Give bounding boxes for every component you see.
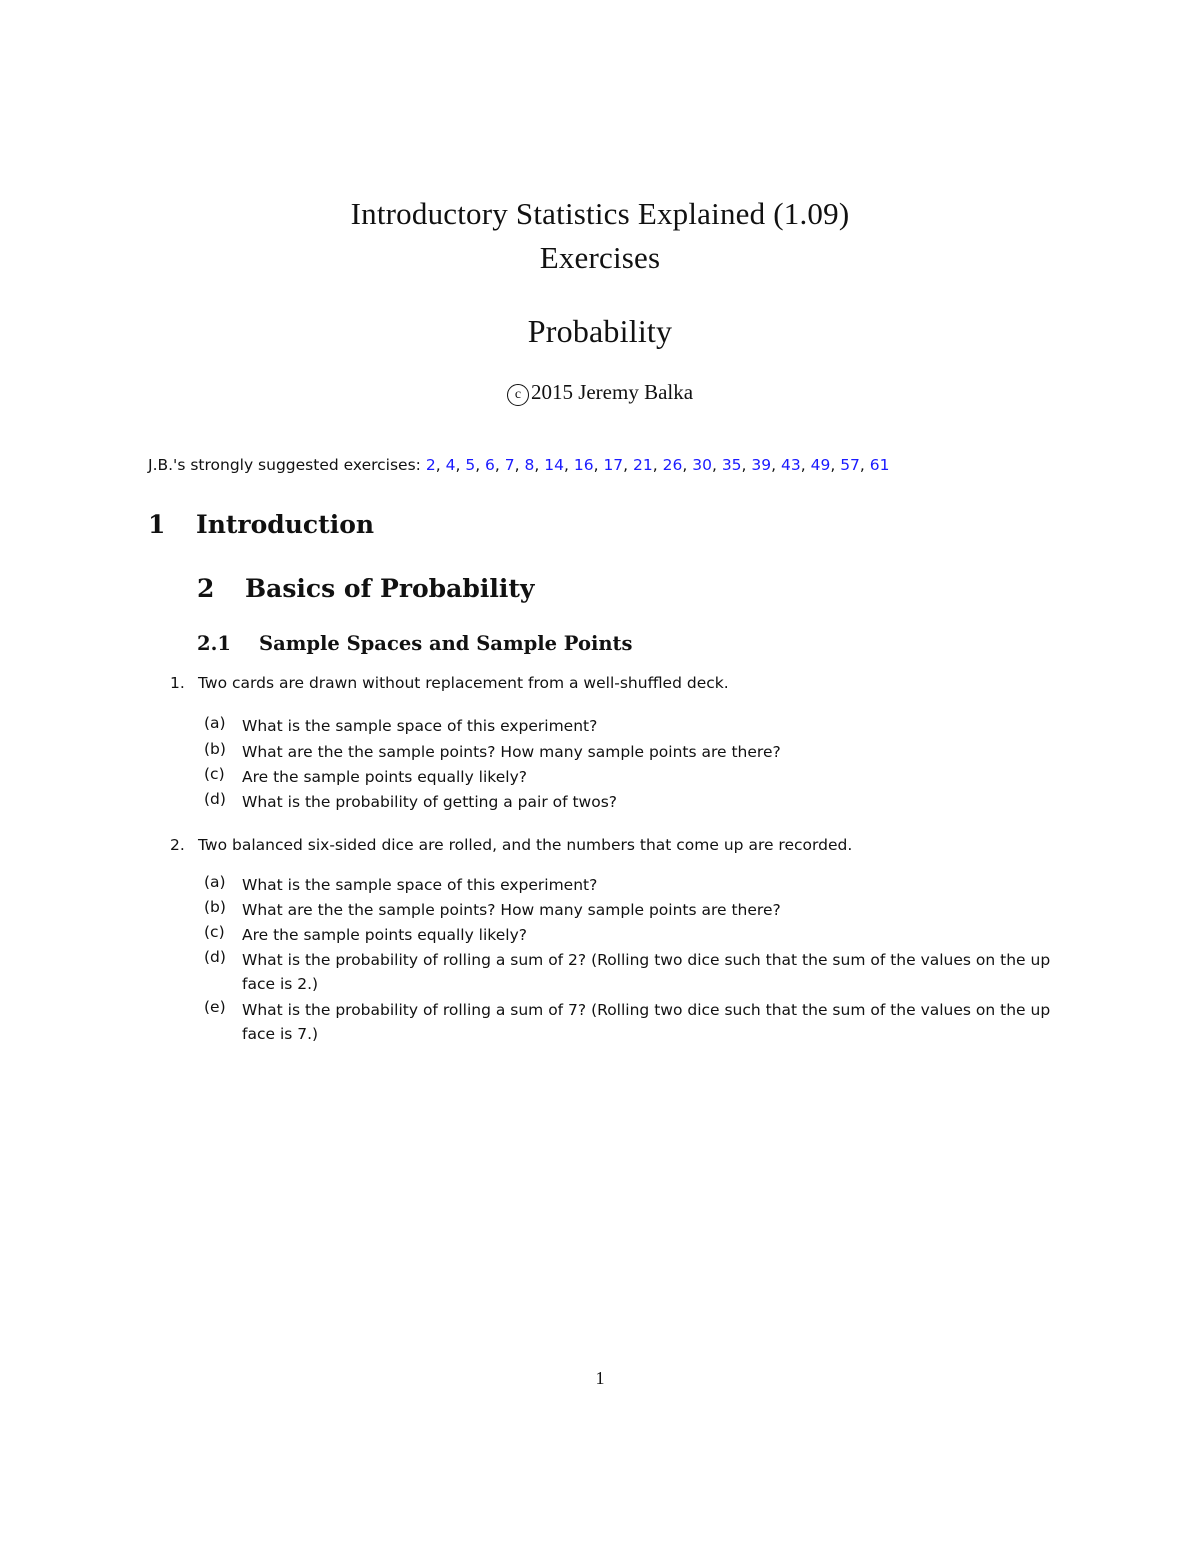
list-separator: , — [563, 456, 574, 474]
exercise-item — [170, 674, 1070, 692]
list-separator: , — [682, 456, 693, 474]
part-label: (d) — [204, 790, 226, 808]
exercise-link[interactable]: 61 — [869, 456, 890, 474]
exercise-link[interactable]: 5 — [465, 456, 476, 474]
exercise-link[interactable]: 30 — [692, 456, 712, 474]
copyright-text: 2015 Jeremy Balka — [530, 380, 694, 404]
document-title: Introductory Statistics Explained (1.09) — [350, 196, 850, 231]
exercise-text: Two balanced six-sided dice are rolled, and the numbers that come up are recorded. — [198, 836, 853, 854]
list-separator: , — [711, 456, 722, 474]
list-separator: , — [741, 456, 752, 474]
exercise-link[interactable]: 57 — [840, 456, 860, 474]
part-text: What is the sample space of this experiment? — [242, 876, 598, 894]
part-text: What are the the sample points? How many sample points are there? — [242, 743, 781, 761]
section-title: Introduction — [196, 510, 375, 539]
exercise-link[interactable]: 16 — [573, 456, 594, 474]
exercise-link[interactable]: 43 — [781, 456, 801, 474]
exercise-link[interactable]: 35 — [721, 456, 742, 474]
page-number: 1 — [595, 1368, 605, 1388]
subsection-number: 2.1 — [197, 632, 231, 655]
part-text: Are the sample points equally likely? — [242, 926, 527, 944]
exercise-link[interactable]: 7 — [504, 456, 515, 474]
list-separator: , — [514, 456, 525, 474]
list-separator: , — [494, 456, 505, 474]
part-text: What is the probability of rolling a sum of 2? (Rolling two dice such that the sum of the values on the up face is 2.) — [242, 951, 1051, 993]
part-text: What are the the sample points? How many sample points are there? — [242, 901, 781, 919]
part-label: (c) — [204, 923, 225, 941]
suggested-exercises-list — [426, 456, 890, 474]
suggested-exercises-label: J.B.'s strongly suggested exercises: — [148, 456, 421, 474]
part-label: (d) — [204, 948, 226, 966]
part-label: (b) — [204, 740, 226, 758]
section-heading-introduction — [148, 510, 374, 539]
part-label: (b) — [204, 898, 226, 916]
part-label: (c) — [204, 765, 225, 783]
list-separator: , — [800, 456, 811, 474]
exercise-link[interactable]: 49 — [810, 456, 831, 474]
copyright-icon: c — [507, 384, 529, 406]
part-label: (a) — [204, 873, 226, 891]
exercise-number: 2. — [170, 836, 185, 854]
subsection-title: Sample Spaces and Sample Points — [259, 632, 633, 655]
subsection-heading-sample-spaces — [197, 632, 633, 655]
exercise-item — [170, 836, 1070, 854]
exercise-link[interactable]: 8 — [524, 456, 535, 474]
list-separator: , — [859, 456, 870, 474]
exercise-link[interactable]: 6 — [485, 456, 495, 474]
part-text: What is the probability of getting a pair of twos? — [242, 793, 618, 811]
list-separator: , — [435, 456, 446, 474]
exercise-link[interactable]: 2 — [425, 456, 436, 474]
exercise-link[interactable]: 39 — [751, 456, 772, 474]
exercise-link[interactable]: 21 — [633, 456, 653, 474]
part-text: What is the sample space of this experiment? — [242, 717, 598, 735]
chapter-title: Probability — [527, 313, 673, 349]
list-separator: , — [534, 456, 545, 474]
exercise-link[interactable]: 26 — [662, 456, 683, 474]
list-separator: , — [652, 456, 663, 474]
exercise-number: 1. — [170, 674, 185, 692]
list-separator: , — [593, 456, 604, 474]
part-label: (a) — [204, 714, 226, 732]
part-text: What is the probability of rolling a sum of 7? (Rolling two dice such that the sum of the values on the up face is 7.) — [242, 1001, 1051, 1043]
section-heading-basics — [197, 574, 534, 603]
list-separator: , — [771, 456, 781, 474]
exercise-link[interactable]: 17 — [603, 456, 624, 474]
suggested-exercises — [148, 456, 890, 474]
section-number: 1 — [148, 510, 166, 539]
part-text: Are the sample points equally likely? — [242, 768, 527, 786]
document-subtitle: Exercises — [539, 240, 661, 275]
list-separator: , — [623, 456, 634, 474]
list-separator: , — [455, 456, 466, 474]
exercise-text: Two cards are drawn without replacement from a well-shuffled deck. — [198, 674, 729, 692]
section-number: 2 — [197, 574, 215, 603]
section-title: Basics of Probability — [245, 574, 535, 603]
copyright-line — [0, 380, 1200, 406]
list-separator: , — [475, 456, 486, 474]
part-label: (e) — [204, 998, 226, 1016]
exercise-link[interactable]: 14 — [544, 456, 564, 474]
exercise-link[interactable]: 4 — [445, 456, 456, 474]
list-separator: , — [830, 456, 841, 474]
